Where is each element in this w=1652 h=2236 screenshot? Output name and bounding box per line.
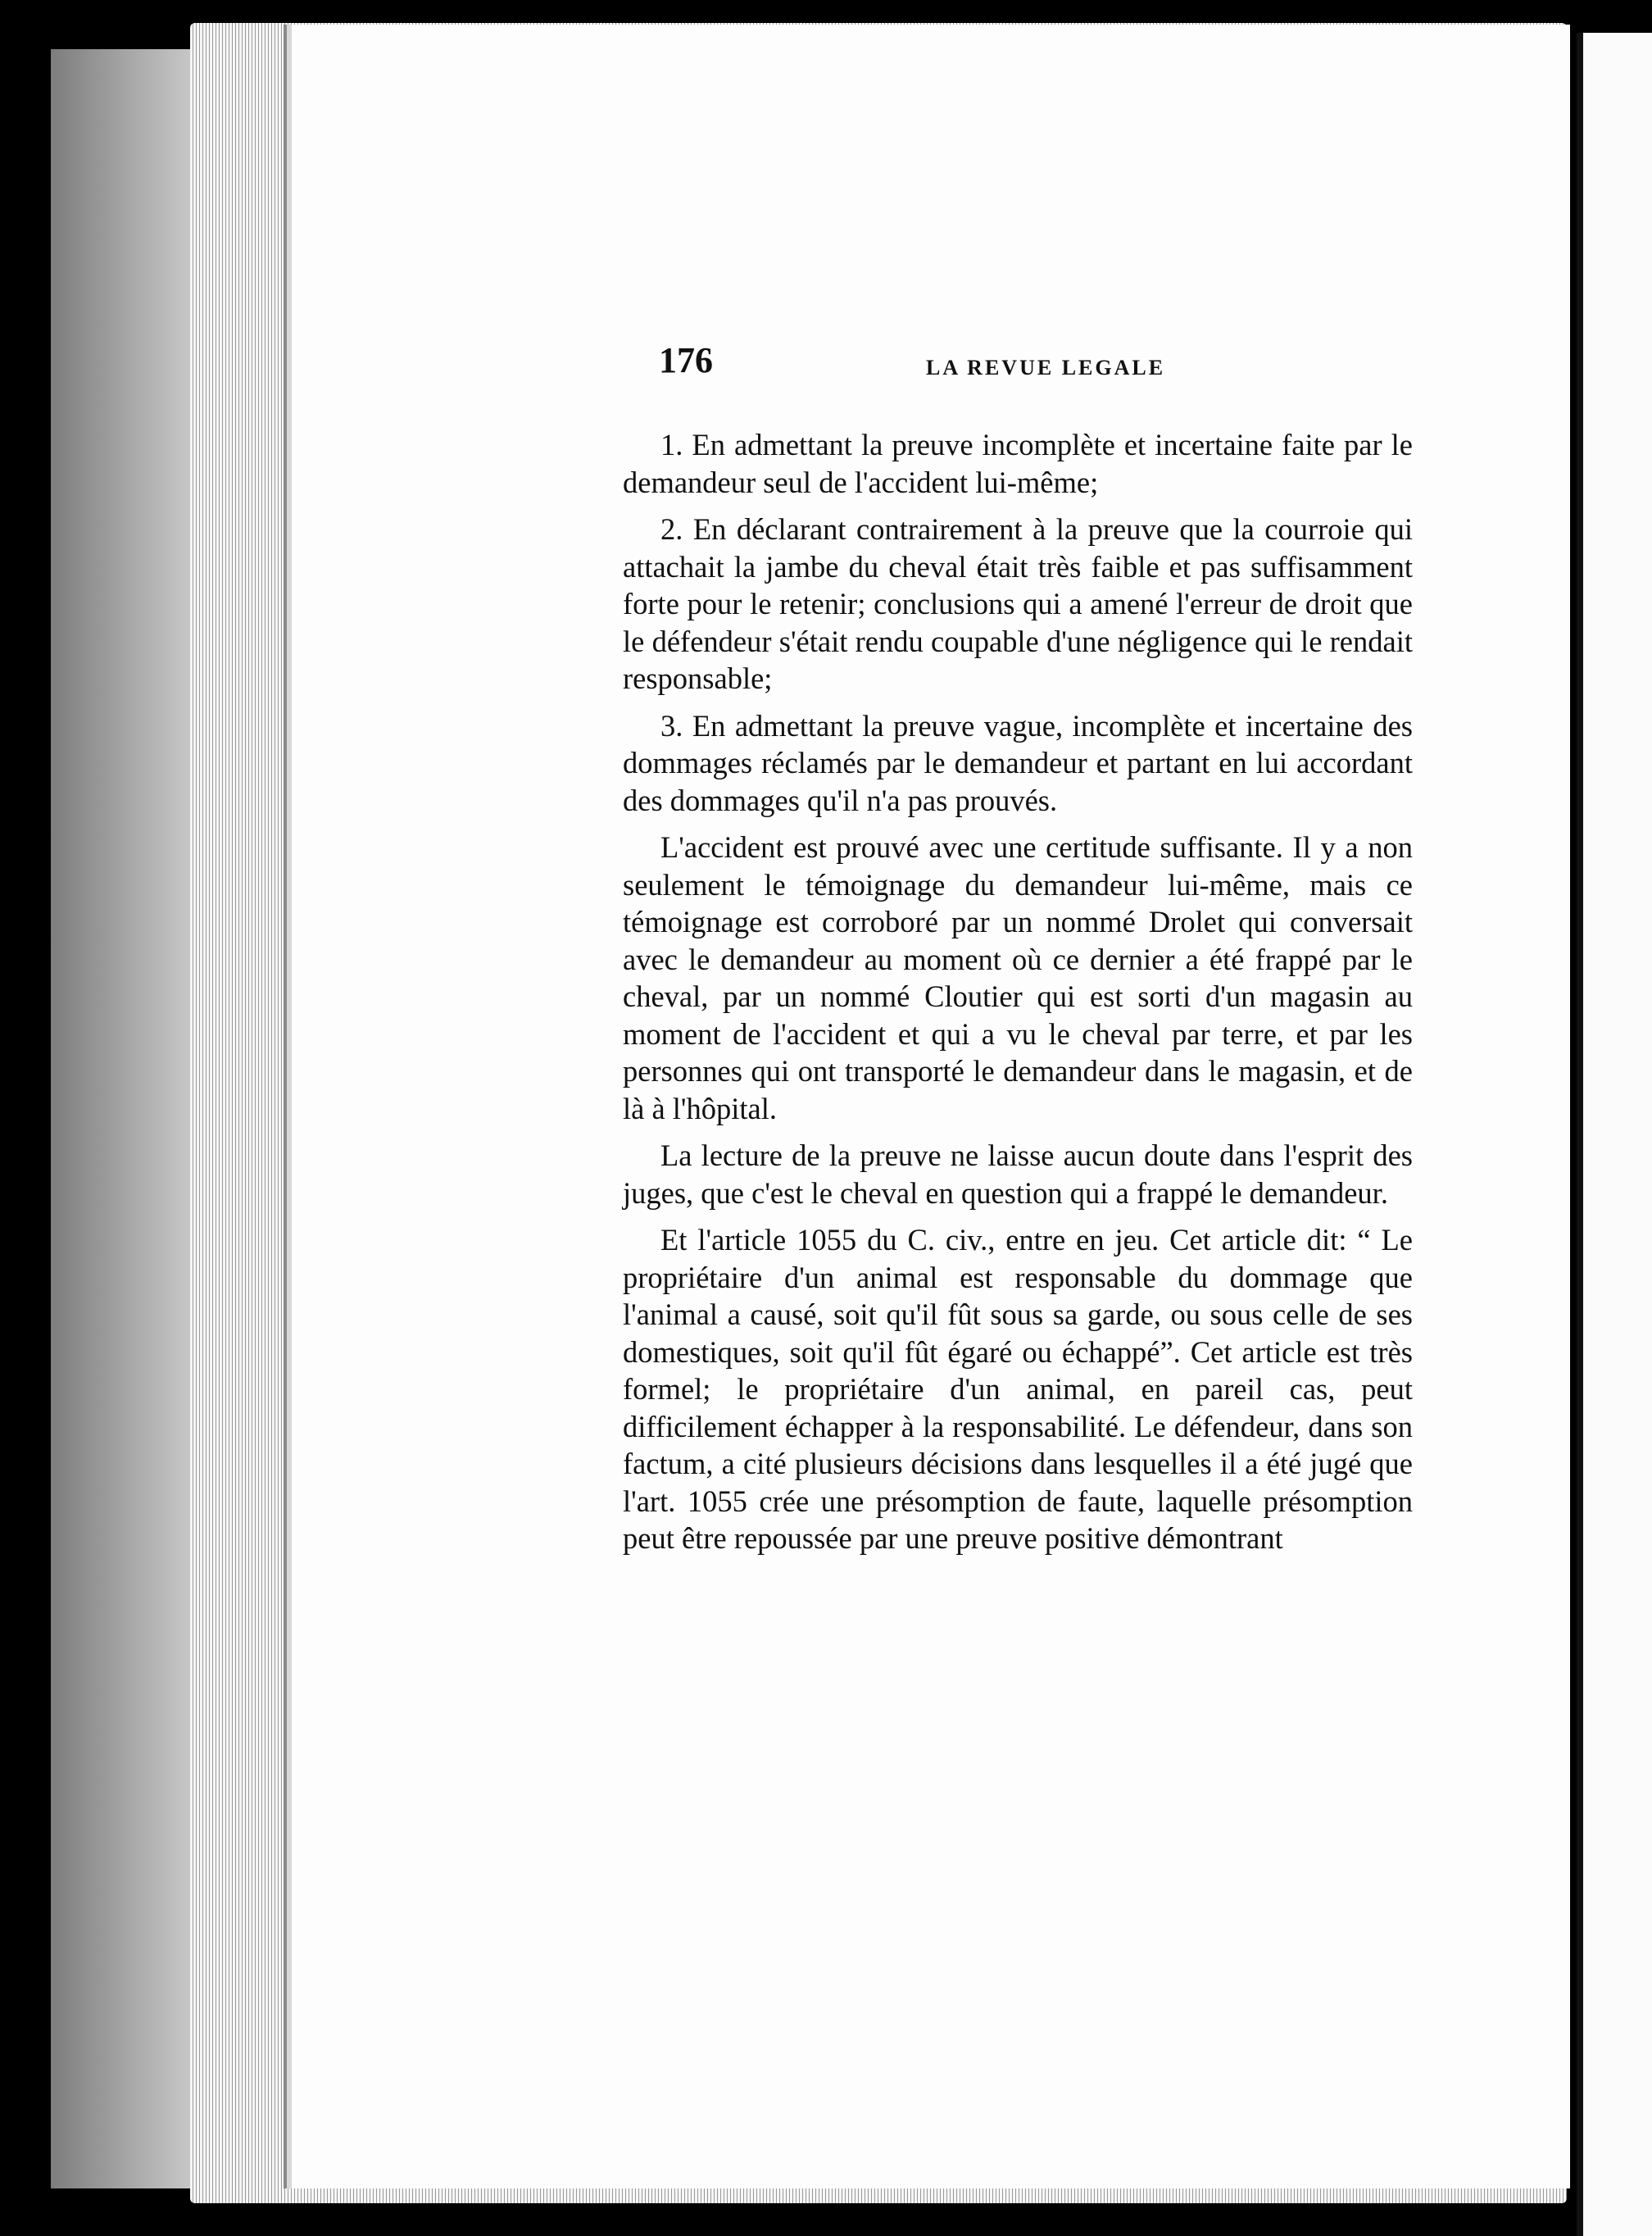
paragraph: 3. En admettant la preuve vague, incomplète et incertaine des dommages réclamés par le demandeur et partant en lui accordant des dommages qu'il n'a pas prouvés. — [623, 708, 1413, 817]
page-header — [659, 339, 1437, 397]
facing-page-edge — [1577, 33, 1652, 2236]
paragraph: 1. En admettant la preuve incomplète et incertaine faite par le demandeur seul de l'accident lui-même; — [623, 428, 1413, 499]
paragraph: Et l'article 1055 du C. civ., entre en jeu. Cet article dit: “ Le propriétaire d'un animal est responsable du dommage que l'animal a causé, soit qu'il fût sous sa garde, ou sous celle de ses domestiques, soit qu'il fût égaré ou échappé”. Cet article est très formel; le propriétaire d'un animal, en pareil cas, peut difficilement échapper à la responsabilité. Le défendeur, dans son factum, a cité plusieurs décisions dans lesquelles il a été jugé que l'art. 1055 crée une présomption de faute, laquelle présomption peut être repoussée par une preuve positive démontrant — [623, 1223, 1413, 1555]
body-text — [623, 426, 1413, 1567]
page-number: 176 — [659, 340, 713, 380]
book-binding — [51, 49, 206, 2188]
running-head: LA REVUE LEGALE — [926, 356, 1166, 379]
paragraph: L'accident est prouvé avec une certitude suffisante. Il y a non seulement le témoignage du demandeur lui-même, mais ce témoignage est corroboré par un nommé Drolet qui conversait avec le demandeur au moment où ce dernier a été frappé par le cheval, par un nommé Cloutier qui est sorti d'un magasin au moment de l'accident et qui a vu le cheval par terre, et par les personnes qui ont transporté le demandeur dans le magasin, et de là à l'hôpital. — [623, 830, 1413, 1125]
paragraph: La lecture de la preuve ne laisse aucun doute dans l'esprit des juges, que c'est le cheval en question qui a frappé le demandeur. — [623, 1138, 1413, 1210]
paragraph: 2. En déclarant contrairement à la preuve que la courroie qui attachait la jambe du cheval était très faible et pas suffisamment forte pour le retenir; conclusions qui a amené l'erreur de droit que le défendeur s'était rendu coupable d'une négligence qui le rendait responsable; — [623, 512, 1413, 695]
